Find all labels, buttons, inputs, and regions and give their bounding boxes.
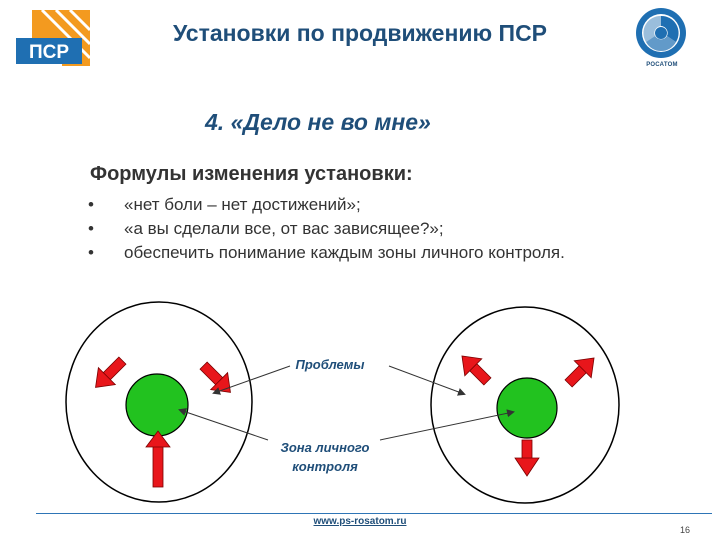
label-control-zone — [250, 438, 400, 476]
bullet-text: «нет боли – нет достижений»; — [124, 195, 361, 214]
label-zone-line1: Зона личного — [280, 440, 370, 455]
left-zone-circle — [126, 374, 188, 436]
right-arrow-bottom — [515, 440, 539, 476]
footer-link[interactable]: www.ps-rosatom.ru — [313, 516, 407, 527]
logo-left-text: ПСР — [28, 42, 70, 63]
leader-zone-left — [180, 410, 268, 440]
bullet-text: обеспечить понимание каждым зоны личного контроля. — [124, 243, 565, 262]
leader-problems-right — [389, 366, 464, 394]
right-arrow-upper-right — [560, 349, 602, 391]
left-arrow-bottom — [146, 431, 170, 487]
psr-logo — [12, 8, 94, 70]
label-problems: Проблемы — [295, 357, 365, 372]
left-arrow-upper-right — [195, 357, 239, 401]
bullet-icon: • — [88, 195, 94, 214]
bullet-text: «а вы сделали все, от вас зависящее?»; — [124, 219, 444, 238]
leader-zone-right — [380, 412, 513, 440]
right-zone-circle — [497, 378, 557, 438]
bullet-list — [88, 193, 708, 265]
list-item — [88, 241, 708, 265]
label-zone-line2: контроля — [292, 459, 358, 474]
left-arrow-upper-left — [87, 352, 131, 396]
slide-title: Установки по продвижению ПСР — [172, 20, 548, 46]
bullet-icon: • — [88, 243, 94, 262]
section-heading: Формулы изменения установки: — [90, 163, 413, 185]
slide-subtitle: 4. «Дело не во мне» — [205, 109, 431, 135]
bullet-icon: • — [88, 219, 94, 238]
control-zone-diagram — [0, 290, 720, 510]
right-arrow-upper-left — [453, 347, 495, 389]
list-item — [88, 193, 708, 217]
footer-divider — [36, 513, 712, 514]
page-number: 16 — [679, 525, 690, 535]
list-item — [88, 217, 708, 241]
rosatom-brand-text: РОСАТОМ — [646, 62, 678, 68]
